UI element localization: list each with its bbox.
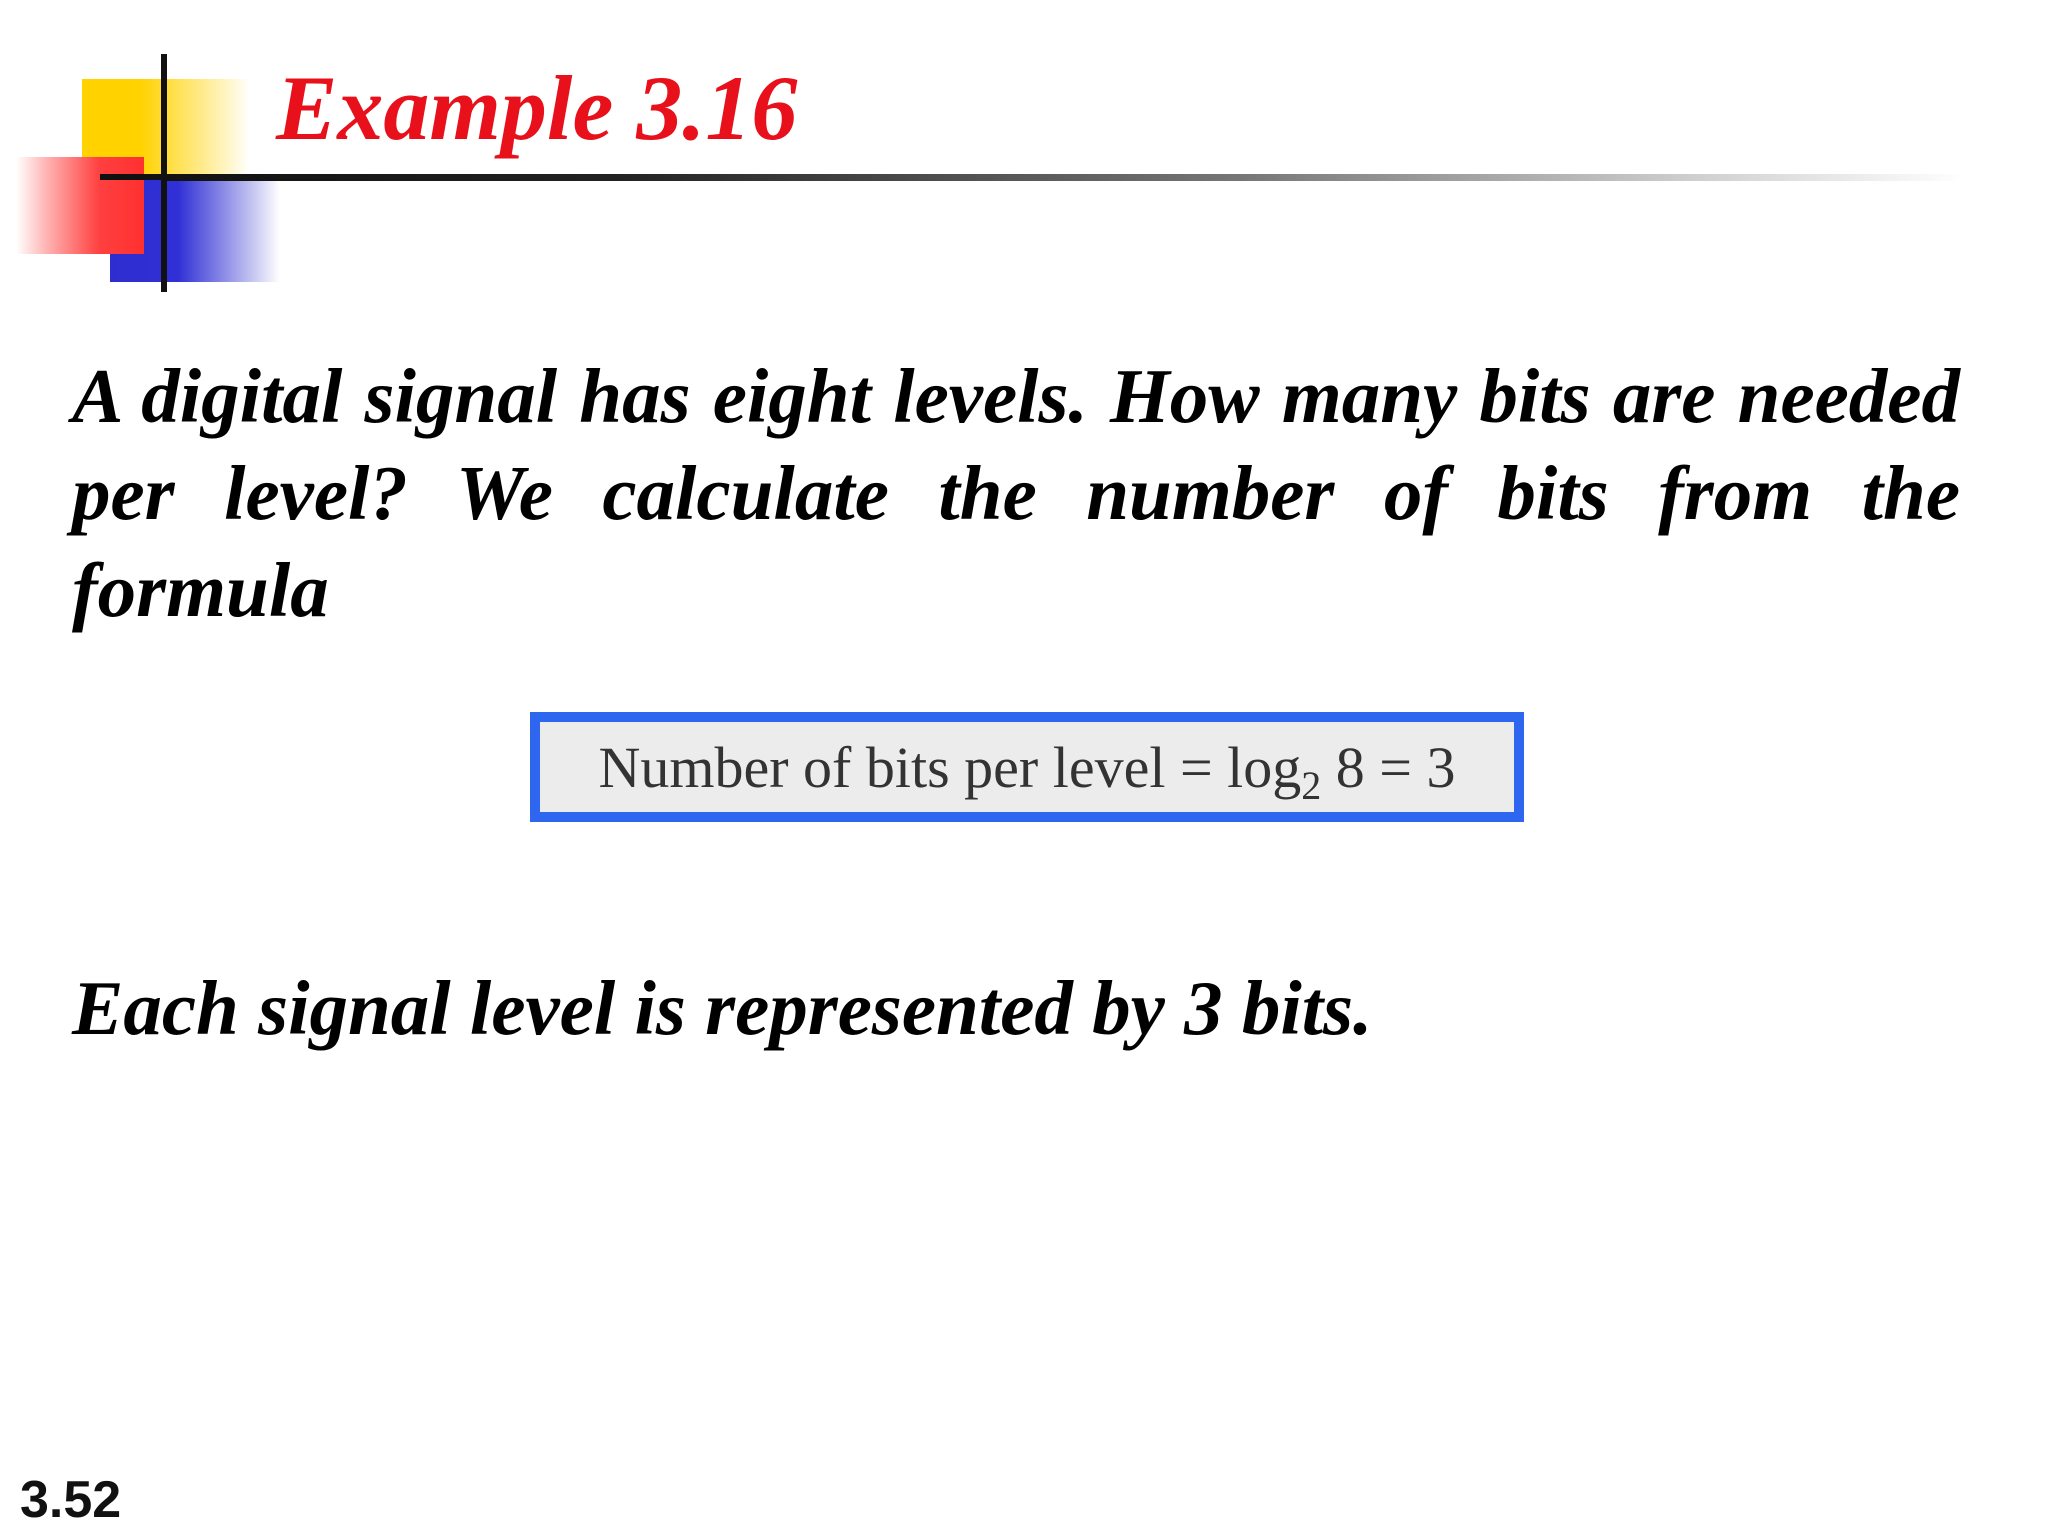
logo-vertical-line (161, 54, 167, 292)
formula-subscript: 2 (1301, 762, 1322, 808)
slide-logo-decoration (0, 0, 300, 300)
page-number: 3.52 (20, 1471, 122, 1529)
question-paragraph: A digital signal has eight levels. How many bits are needed per level? We calculate the number of bits from the formula (72, 353, 1960, 633)
logo-red-square (16, 157, 144, 254)
formula (598, 734, 1456, 808)
formula-lhs: Number of bits per level = log (598, 734, 1302, 800)
slide-title: Example 3.16 (276, 57, 798, 159)
title-underline-rule (165, 174, 1965, 181)
conclusion-text: Each signal level is represented by 3 bits. (72, 965, 1373, 1051)
logo-horizontal-line (100, 174, 170, 180)
formula-rhs: 8 = 3 (1321, 734, 1456, 800)
formula-box (530, 712, 1524, 822)
